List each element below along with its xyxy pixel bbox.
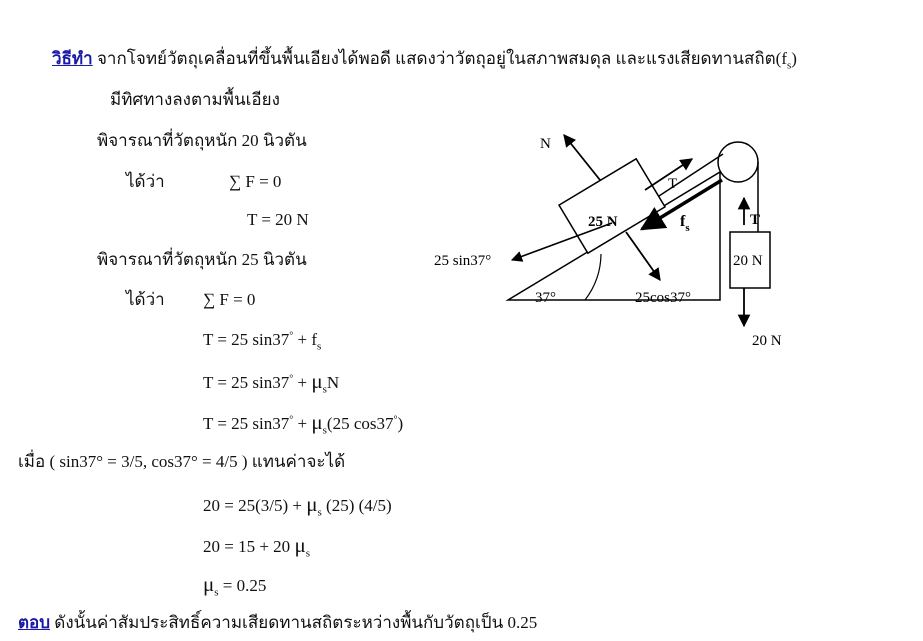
equation-a bbox=[203, 331, 321, 352]
step1-title: พิจารณาที่วัตถุหนัก 20 นิวตัน bbox=[97, 131, 307, 150]
subscript-s: s bbox=[214, 586, 219, 599]
mu-symbol: μ bbox=[311, 410, 323, 434]
step2-got-label: ได้ว่า bbox=[126, 290, 165, 309]
equation-a-lhs: T = 25 sin37 bbox=[203, 330, 290, 349]
equation-c-plus: + bbox=[293, 414, 312, 433]
degree-symbol: ° bbox=[393, 414, 398, 426]
equation-b bbox=[203, 371, 339, 395]
pulley bbox=[718, 142, 758, 182]
subscript-s: s bbox=[322, 383, 327, 396]
equation-a-rhs: + f bbox=[293, 330, 318, 349]
solution-intro-line bbox=[52, 50, 797, 71]
result-value: = 0.25 bbox=[218, 576, 267, 595]
answer-line bbox=[18, 614, 537, 631]
intro-close: ) bbox=[791, 49, 797, 68]
tension-label: T bbox=[668, 176, 678, 192]
step1-equation-2: T = 20 N bbox=[247, 210, 309, 229]
substitution-1-lhs: 20 = 25(3/5) + bbox=[203, 496, 302, 515]
perpendicular-component-arrow bbox=[626, 232, 660, 280]
subscript-s: s bbox=[317, 506, 322, 519]
equation-b-end: N bbox=[326, 373, 340, 392]
intro-text: จากโจทย์วัตถุเคลื่อนที่ขึ้นพื้นเอียงได้พอดี แสดงว่าวัตถุอยู่ในสภาพสมดุล และแรงเสียดทานสถิต(f bbox=[96, 49, 788, 68]
equation-c bbox=[203, 412, 403, 436]
mu-symbol: μ bbox=[203, 572, 215, 596]
step2-title: พิจารณาที่วัตถุหนัก 25 นิวตัน bbox=[97, 250, 307, 269]
weight-label: 20 N bbox=[752, 333, 782, 349]
degree-symbol: ° bbox=[289, 373, 294, 385]
substitution-1-end: (25) (4/5) bbox=[321, 496, 392, 515]
substitution-1 bbox=[203, 494, 392, 518]
equation-c-end: (25 cos37 bbox=[326, 414, 394, 433]
equation-c-lhs: T = 25 sin37 bbox=[203, 414, 290, 433]
mu-symbol: μ bbox=[306, 492, 318, 516]
solution-heading: วิธีทำ bbox=[52, 49, 93, 68]
substitution-2-lhs: 20 = 15 + 20 bbox=[203, 537, 295, 556]
normal-force-label: N bbox=[540, 136, 551, 152]
intro-line-2: มีทิศทางลงตามพื้นเอียง bbox=[110, 90, 280, 109]
hanging-tension-label: T bbox=[750, 212, 761, 228]
step1-got-label: ได้ว่า bbox=[126, 172, 165, 191]
degree-symbol: ° bbox=[289, 414, 294, 426]
perpendicular-component-label: 25cos37° bbox=[635, 290, 691, 306]
hanging-block-label: 20 N bbox=[733, 253, 763, 269]
normal-force-arrow bbox=[564, 135, 600, 180]
subscript-s: s bbox=[322, 424, 327, 437]
block-25n-label: 25 N bbox=[588, 214, 618, 230]
angle-arc bbox=[585, 254, 601, 300]
equation-b-lhs: T = 25 sin37 bbox=[203, 373, 290, 392]
angle-label: 37° bbox=[535, 290, 556, 306]
subscript-s: s bbox=[317, 340, 322, 353]
incline-diagram bbox=[430, 120, 900, 350]
friction-label: $f_s$ bbox=[680, 213, 690, 234]
equation-c-close: ) bbox=[397, 414, 404, 433]
mu-symbol: μ bbox=[294, 533, 306, 557]
substitution-2 bbox=[203, 535, 310, 559]
step2-equation-1: ∑ F = 0 bbox=[203, 290, 256, 309]
answer-label: ตอบ bbox=[18, 613, 51, 632]
equation-b-plus: + bbox=[293, 373, 312, 392]
given-values: เมื่อ ( sin37° = 3/5, cos37° = 4/5 ) แทนค่าจะได้ bbox=[18, 452, 346, 471]
block-25n bbox=[559, 159, 665, 253]
answer-text: ดังนั้นค่าสัมประสิทธิ์ความเสียดทานสถิตระหว่างพื้นกับวัตถุเป็น 0.25 bbox=[50, 613, 538, 632]
step1-equation-1: ∑ F = 0 bbox=[229, 172, 282, 191]
result bbox=[203, 574, 266, 598]
parallel-component-label: 25 sin37° bbox=[434, 253, 492, 269]
subscript-s: s bbox=[305, 547, 310, 560]
intro-subscript: s bbox=[787, 59, 792, 72]
mu-symbol: μ bbox=[311, 369, 323, 393]
degree-symbol: ° bbox=[289, 330, 294, 342]
